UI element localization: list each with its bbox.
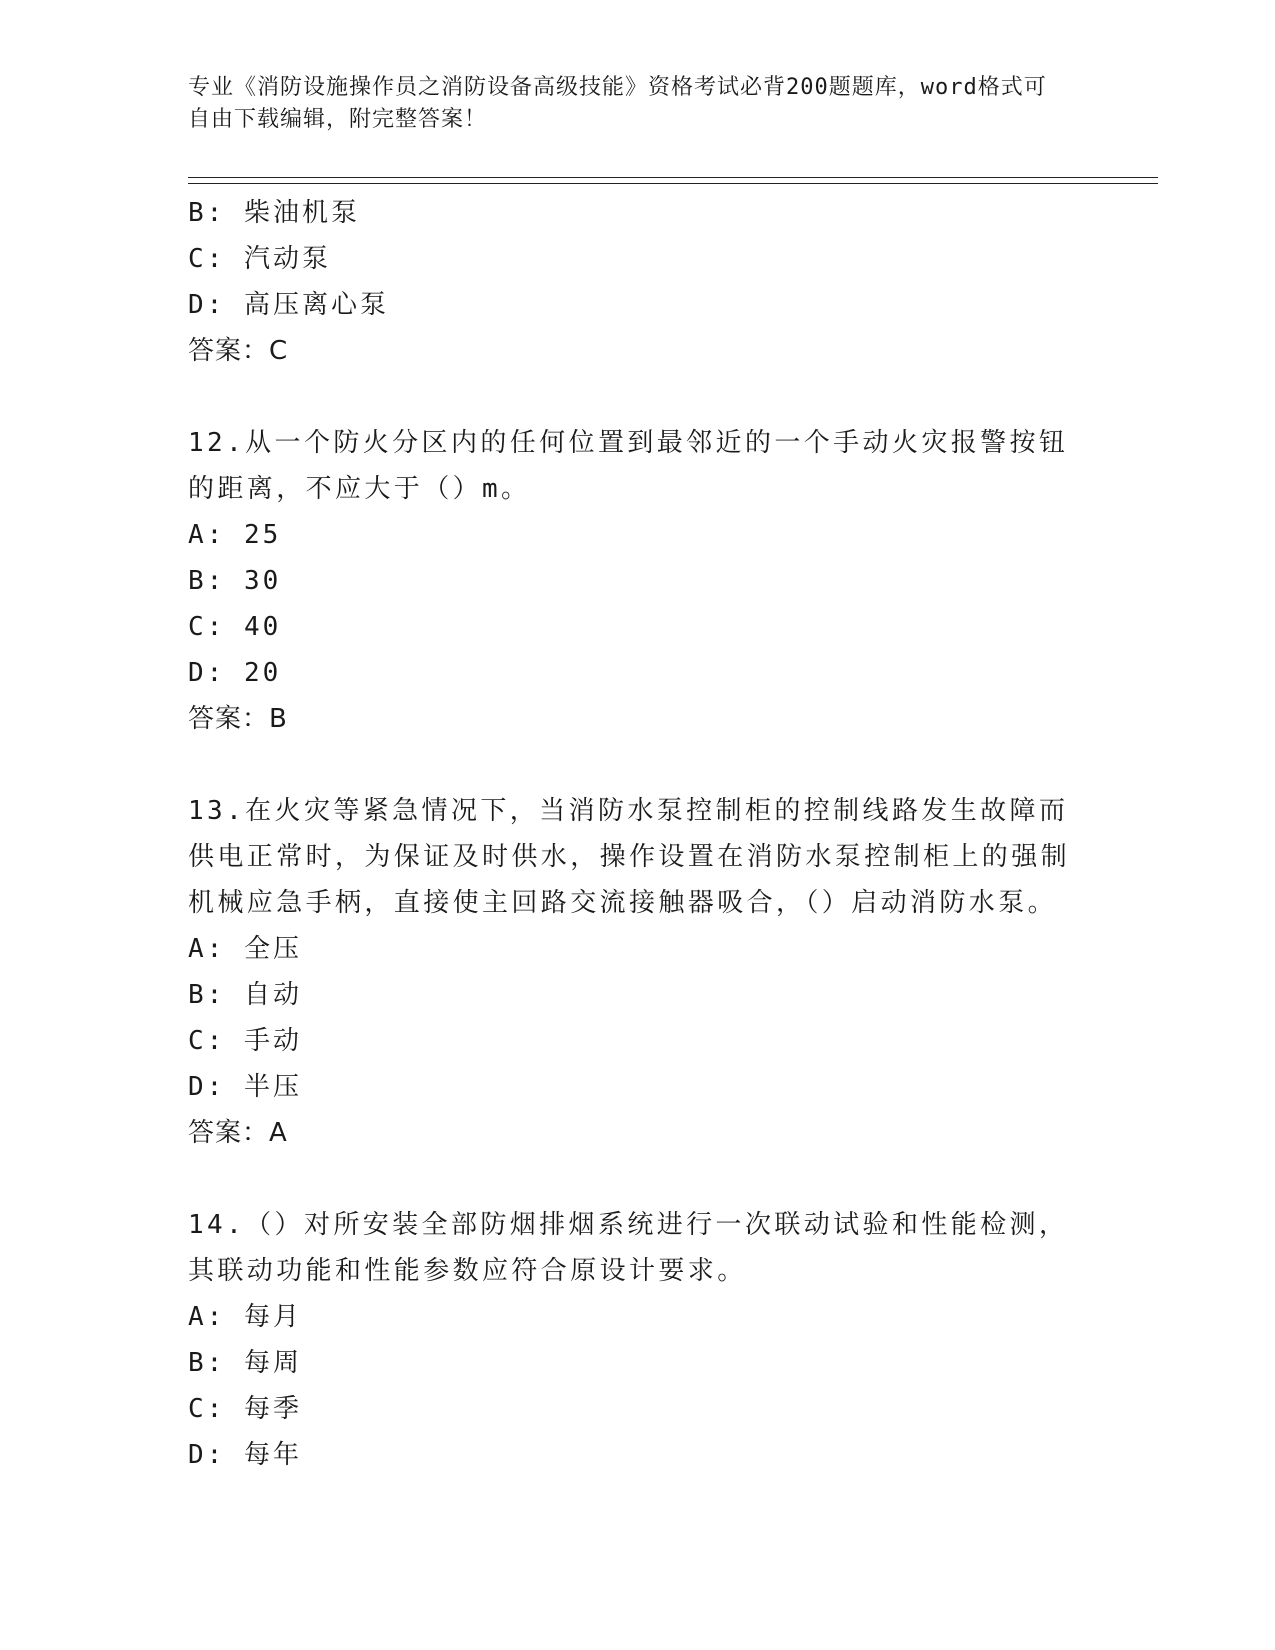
header-divider-bottom xyxy=(188,183,1158,184)
question-text: 13.在火灾等紧急情况下，当消防水泵控制柜的控制线路发生故障而供电正常时，为保证及时供水，操作设置在消防水泵控制柜上的强制机械应急手柄，直接使主回路交流接触器吸合，（）启动消防水泵。 xyxy=(188,796,1071,918)
question-text: 14.（）对所安装全部防烟排烟系统进行一次联动试验和性能检测，其联动功能和性能参数应符合原设计要求。 xyxy=(188,1210,1069,1286)
option-b: B: 30 xyxy=(188,566,282,596)
option-a: A: 每月 xyxy=(188,1302,302,1332)
question-12 xyxy=(188,420,1088,742)
option-d: D: 高压离心泵 xyxy=(188,290,389,320)
option-b: B: 每周 xyxy=(188,1348,302,1378)
header-divider-top xyxy=(188,177,1158,178)
question-14 xyxy=(188,1202,1088,1478)
option-d: D: 20 xyxy=(188,658,282,688)
option-a: A: 25 xyxy=(188,520,282,550)
option-b: B: 自动 xyxy=(188,980,302,1010)
answer-text: 答案：C xyxy=(188,336,289,366)
option-c: C: 手动 xyxy=(188,1026,302,1056)
question-13 xyxy=(188,788,1088,1156)
option-c: C: 每季 xyxy=(188,1394,302,1424)
answer-text: 答案：B xyxy=(188,704,288,734)
option-d: D: 每年 xyxy=(188,1440,302,1470)
option-b: B: 柴油机泵 xyxy=(188,198,360,228)
option-d: D: 半压 xyxy=(188,1072,302,1102)
option-a: A: 全压 xyxy=(188,934,302,964)
question-list xyxy=(188,190,1088,1478)
option-c: C: 汽动泵 xyxy=(188,244,331,274)
question-11-partial xyxy=(188,190,1088,374)
document-header: 专业《消防设施操作员之消防设备高级技能》资格考试必背200题题库，word格式可自由下载编辑，附完整答案！ xyxy=(188,75,1047,132)
option-c: C: 40 xyxy=(188,612,282,642)
answer-text: 答案：A xyxy=(188,1118,288,1148)
question-text: 12.从一个防火分区内的任何位置到最邻近的一个手动火灾报警按钮的距离，不应大于（）m。 xyxy=(188,428,1069,504)
